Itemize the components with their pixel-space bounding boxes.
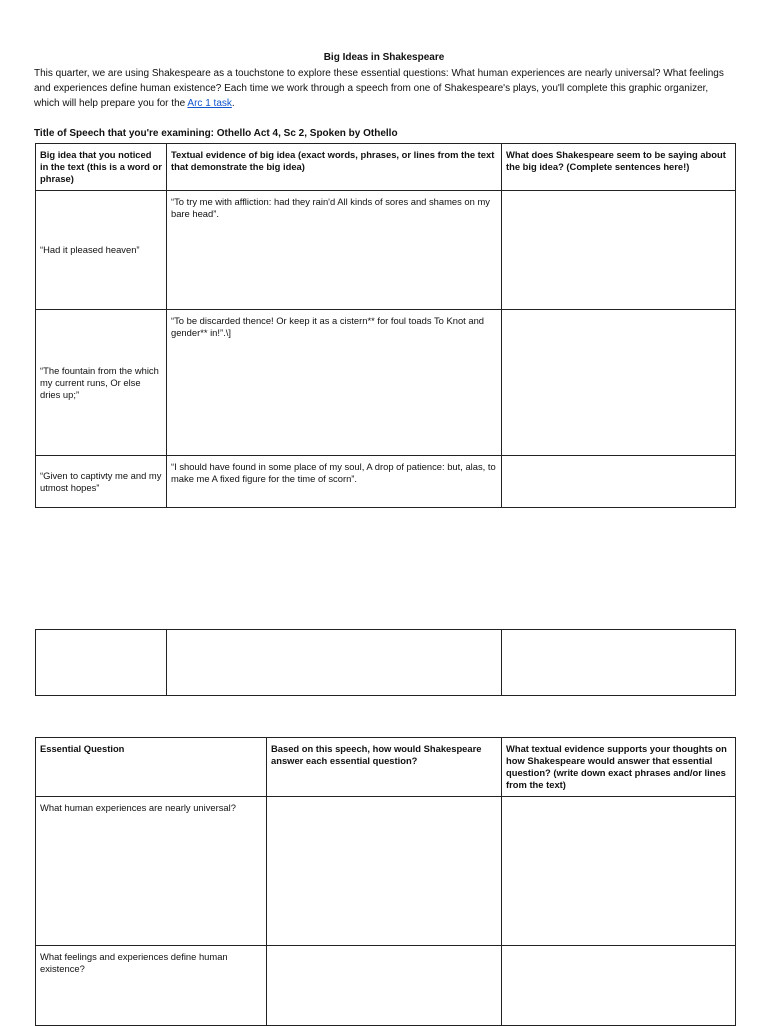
intro-end: . xyxy=(231,98,235,109)
header-shakespeare-answer: Based on this speech, how would Shakespeare answer each essential question? xyxy=(267,738,502,797)
essential-question-table xyxy=(35,737,736,1026)
table-row xyxy=(36,797,736,946)
big-idea-cell[interactable] xyxy=(36,630,167,696)
question-cell: What human experiences are nearly universal? xyxy=(36,797,267,946)
table-row xyxy=(36,310,736,456)
speech-title: Title of Speech that you're examining: Othello Act 4, Sc 2, Spoken by Othello xyxy=(34,128,398,139)
big-idea-table xyxy=(35,143,736,508)
evidence-cell[interactable] xyxy=(502,946,736,1026)
meaning-cell[interactable] xyxy=(502,456,736,508)
big-idea-cell[interactable]: “Had it pleased heaven” xyxy=(36,191,167,310)
big-idea-cell[interactable]: “Given to captivty me and my utmost hopes” xyxy=(36,456,167,508)
header-supporting-evidence: What textual evidence supports your thoughts on how Shakespeare would answer that essential question? (write down exact phrases and/or lines from the text) xyxy=(502,738,736,797)
meaning-cell[interactable] xyxy=(502,630,736,696)
evidence-cell[interactable]: “To be discarded thence! Or keep it as a cistern** for foul toads To Knot and gender** in!”.\] xyxy=(167,310,502,456)
meaning-cell[interactable] xyxy=(502,191,736,310)
arc-1-task-link[interactable]: Arc 1 task xyxy=(187,98,232,109)
evidence-cell[interactable]: “To try me with affliction: had they rain'd All kinds of sores and shames on my bare head”. xyxy=(167,191,502,310)
table-row xyxy=(36,946,736,1026)
header-textual-evidence: Textual evidence of big idea (exact words, phrases, or lines from the text that demonstrate the big idea) xyxy=(167,144,502,191)
big-idea-cell[interactable]: “The fountain from the which my current runs, Or else dries up;” xyxy=(36,310,167,456)
answer-cell[interactable] xyxy=(267,946,502,1026)
header-shakespeare-saying: What does Shakespeare seem to be saying about the big idea? (Complete sentences here!) xyxy=(502,144,736,191)
table-row xyxy=(36,191,736,310)
table-row xyxy=(36,456,736,508)
question-cell: What feelings and experiences define human existence? xyxy=(36,946,267,1026)
meaning-cell[interactable] xyxy=(502,310,736,456)
intro-paragraph xyxy=(34,66,734,111)
intro-text: This quarter, we are using Shakespeare as a touchstone to explore these essential questions: What human experiences are nearly universal? What feelings and experiences define human existence? Each time we work through a speech from one of Shakespeare's plays, you'll complete this graphic organizer, which will help prepare you for the xyxy=(34,68,724,109)
evidence-cell[interactable] xyxy=(502,797,736,946)
table-header-row xyxy=(36,738,736,797)
evidence-cell[interactable]: “I should have found in some place of my soul, A drop of patience: but, alas, to make me A fixed figure for the time of scorn”. xyxy=(167,456,502,508)
header-big-idea: Big idea that you noticed in the text (this is a word or phrase) xyxy=(36,144,167,191)
table-row xyxy=(36,630,736,696)
table-header-row xyxy=(36,144,736,191)
document-title: Big Ideas in Shakespeare xyxy=(323,52,445,63)
header-essential-question: Essential Question xyxy=(36,738,267,797)
evidence-cell[interactable] xyxy=(167,630,502,696)
big-idea-table-continued xyxy=(35,629,736,696)
answer-cell[interactable] xyxy=(267,797,502,946)
